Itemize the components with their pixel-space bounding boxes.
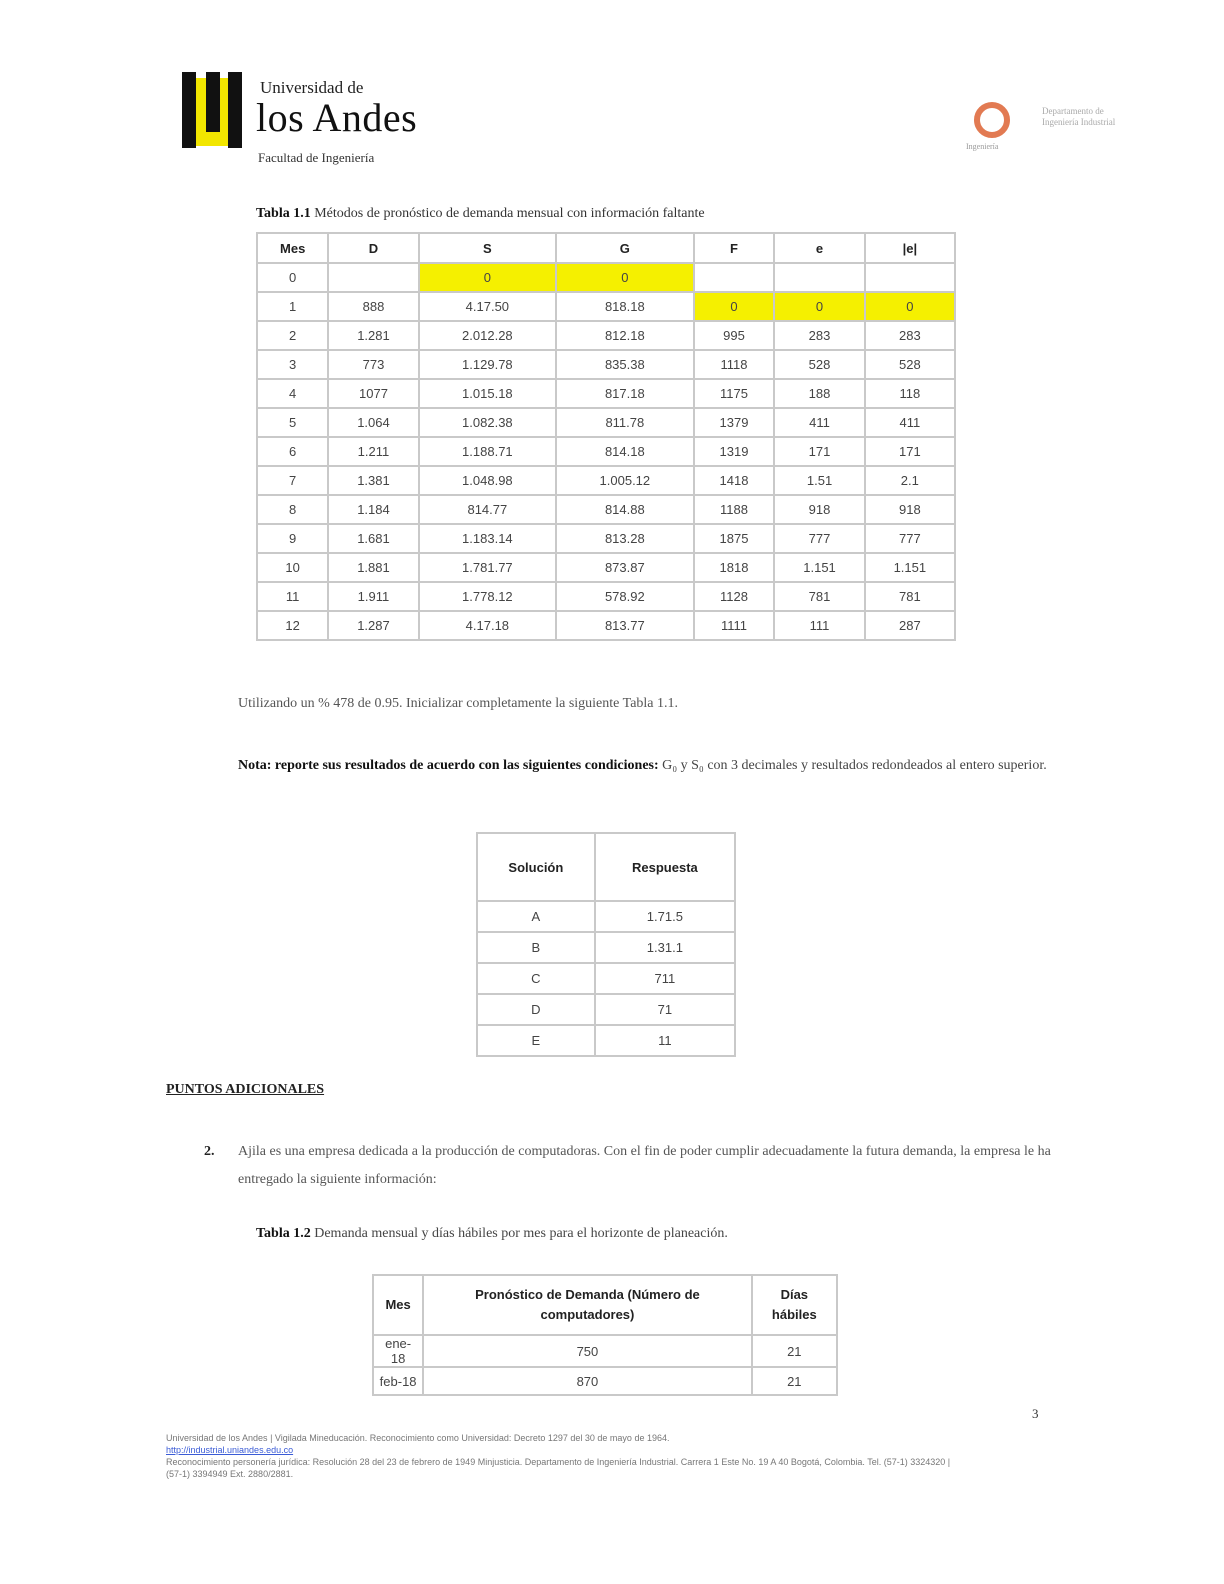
table1-caption bbox=[256, 206, 705, 222]
table-cell: C bbox=[477, 963, 595, 994]
table-row bbox=[477, 1025, 735, 1056]
table-cell: 111 bbox=[774, 611, 864, 640]
table-cell: feb-18 bbox=[373, 1367, 423, 1395]
table-cell: 0 bbox=[865, 292, 955, 321]
table-cell: 528 bbox=[865, 350, 955, 379]
department-mark-icon bbox=[974, 102, 1010, 138]
table-cell: A bbox=[477, 901, 595, 932]
table-cell: 171 bbox=[865, 437, 955, 466]
table-cell: 8 bbox=[257, 495, 328, 524]
column-header: G bbox=[556, 233, 693, 263]
table-cell: 10 bbox=[257, 553, 328, 582]
column-header: Mes bbox=[373, 1275, 423, 1335]
table-cell: 1818 bbox=[694, 553, 775, 582]
table-cell: 1319 bbox=[694, 437, 775, 466]
table-cell bbox=[694, 263, 775, 292]
table-cell: 21 bbox=[752, 1335, 837, 1367]
logo-line3: Facultad de Ingeniería bbox=[258, 150, 375, 165]
table-cell: 773 bbox=[328, 350, 418, 379]
table-row bbox=[257, 263, 955, 292]
column-header: S bbox=[419, 233, 556, 263]
section-title: PUNTOS ADICIONALES bbox=[166, 1082, 325, 1097]
table-cell: 873.87 bbox=[556, 553, 693, 582]
table-cell: 813.77 bbox=[556, 611, 693, 640]
table-cell: 1118 bbox=[694, 350, 775, 379]
table-cell: 811.78 bbox=[556, 408, 693, 437]
department-name: Departamento de Ingeniería Industrial bbox=[1042, 106, 1116, 127]
column-header: D bbox=[328, 233, 418, 263]
column-header: Solución bbox=[477, 833, 595, 901]
table-cell: 1.681 bbox=[328, 524, 418, 553]
table-cell: 171 bbox=[774, 437, 864, 466]
table-row bbox=[477, 994, 735, 1025]
department-logo bbox=[966, 98, 1126, 158]
table-cell: 2.1 bbox=[865, 466, 955, 495]
table-row bbox=[257, 350, 955, 379]
note-text: G₀ y S₀ con 3 decimales y resultados redondeados al entero superior. bbox=[662, 758, 1047, 773]
table-cell: 21 bbox=[752, 1367, 837, 1395]
table-cell: 283 bbox=[865, 321, 955, 350]
table-cell bbox=[865, 263, 955, 292]
column-header: Pronóstico de Demanda (Número de computadores) bbox=[423, 1275, 751, 1335]
table-cell: 11 bbox=[595, 1025, 735, 1056]
page-number: 3 bbox=[1032, 1406, 1039, 1421]
column-header: Días hábiles bbox=[752, 1275, 837, 1335]
table-cell: 1.781.77 bbox=[419, 553, 556, 582]
table-cell: 118 bbox=[865, 379, 955, 408]
table-cell: 1875 bbox=[694, 524, 775, 553]
column-header: Mes bbox=[257, 233, 328, 263]
table-cell: 1.71.5 bbox=[595, 901, 735, 932]
table-cell: 4 bbox=[257, 379, 328, 408]
table3-caption bbox=[256, 1226, 728, 1242]
table-cell: 781 bbox=[774, 582, 864, 611]
table-cell: 1188 bbox=[694, 495, 775, 524]
table-cell: 3 bbox=[257, 350, 328, 379]
table-cell: 777 bbox=[865, 524, 955, 553]
table-row bbox=[257, 611, 955, 640]
table-cell: 0 bbox=[556, 263, 693, 292]
table-cell: 814.88 bbox=[556, 495, 693, 524]
table3-caption-label: Tabla 1.2 bbox=[256, 1226, 311, 1241]
table-header-row bbox=[477, 833, 735, 901]
table-cell: 813.28 bbox=[556, 524, 693, 553]
demand-table bbox=[372, 1274, 838, 1396]
table-cell: 814.18 bbox=[556, 437, 693, 466]
table-cell bbox=[328, 263, 418, 292]
table-cell: 711 bbox=[595, 963, 735, 994]
table-cell: 1.015.18 bbox=[419, 379, 556, 408]
table-cell: 817.18 bbox=[556, 379, 693, 408]
table-cell bbox=[774, 263, 864, 292]
table-cell: 777 bbox=[774, 524, 864, 553]
instruction-paragraph: Utilizando un % 478 de 0.95. Inicializar completamente la siguiente Tabla 1.1. bbox=[238, 696, 679, 711]
table-cell: 1.151 bbox=[774, 553, 864, 582]
table-cell: 1.281 bbox=[328, 321, 418, 350]
table-cell: 818.18 bbox=[556, 292, 693, 321]
table-cell: 1.005.12 bbox=[556, 466, 693, 495]
table-cell: 1.064 bbox=[328, 408, 418, 437]
table-cell: 1175 bbox=[694, 379, 775, 408]
note-paragraph bbox=[238, 752, 1058, 779]
table-cell: E bbox=[477, 1025, 595, 1056]
table-cell: 283 bbox=[774, 321, 864, 350]
table-row bbox=[477, 901, 735, 932]
logo-line2: los Andes bbox=[256, 95, 418, 140]
table-cell: 528 bbox=[774, 350, 864, 379]
table-cell: 1.881 bbox=[328, 553, 418, 582]
table-cell: 411 bbox=[774, 408, 864, 437]
table-cell: 0 bbox=[257, 263, 328, 292]
table-cell: 1.211 bbox=[328, 437, 418, 466]
table-cell: 781 bbox=[865, 582, 955, 611]
table-cell: 918 bbox=[865, 495, 955, 524]
table-row bbox=[257, 466, 955, 495]
table-cell: 750 bbox=[423, 1335, 751, 1367]
table-cell: 1.151 bbox=[865, 553, 955, 582]
table-row bbox=[257, 495, 955, 524]
item-number: 2. bbox=[204, 1144, 215, 1159]
table-cell: 1.129.78 bbox=[419, 350, 556, 379]
column-header: Respuesta bbox=[595, 833, 735, 901]
column-header: e bbox=[774, 233, 864, 263]
forecast-table bbox=[256, 232, 956, 641]
table-row bbox=[257, 437, 955, 466]
column-header: |e| bbox=[865, 233, 955, 263]
table-row bbox=[257, 379, 955, 408]
table3-caption-text: Demanda mensual y días hábiles por mes para el horizonte de planeación. bbox=[314, 1226, 728, 1241]
table-cell: 0 bbox=[419, 263, 556, 292]
table-row bbox=[257, 292, 955, 321]
table-row bbox=[477, 932, 735, 963]
table-cell: 2.012.28 bbox=[419, 321, 556, 350]
table-cell: 1128 bbox=[694, 582, 775, 611]
table-cell: 1.183.14 bbox=[419, 524, 556, 553]
table-cell: 1.188.71 bbox=[419, 437, 556, 466]
table-cell: 578.92 bbox=[556, 582, 693, 611]
table-row bbox=[373, 1367, 837, 1395]
table-cell: 1.381 bbox=[328, 466, 418, 495]
item-text: Ajila es una empresa dedicada a la producción de computadoras. Con el fin de poder cumplir adecuadamente la futura demanda, la empresa le ha entregado la siguiente información: bbox=[238, 1144, 1051, 1187]
table-cell: 918 bbox=[774, 495, 864, 524]
table-cell: 0 bbox=[774, 292, 864, 321]
table-cell: 2 bbox=[257, 321, 328, 350]
footer-line1: Universidad de los Andes | Vigilada Mineducación. Reconocimiento como Universidad: Decreto 1297 del 30 de mayo de 1964. bbox=[166, 1433, 670, 1443]
table-cell: 12 bbox=[257, 611, 328, 640]
table-cell: 812.18 bbox=[556, 321, 693, 350]
table-cell: 7 bbox=[257, 466, 328, 495]
column-header: F bbox=[694, 233, 775, 263]
note-bold: Nota: reporte sus resultados de acuerdo con las siguientes condiciones: bbox=[238, 758, 659, 773]
table-cell: 188 bbox=[774, 379, 864, 408]
table-cell: 1379 bbox=[694, 408, 775, 437]
table-cell: B bbox=[477, 932, 595, 963]
table-row bbox=[257, 321, 955, 350]
table-cell: 1.287 bbox=[328, 611, 418, 640]
table-cell: 870 bbox=[423, 1367, 751, 1395]
table-cell: 5 bbox=[257, 408, 328, 437]
table-row bbox=[257, 408, 955, 437]
table-row bbox=[257, 524, 955, 553]
table-cell: 888 bbox=[328, 292, 418, 321]
table1-caption-label: Tabla 1.1 bbox=[256, 206, 311, 221]
table-cell: 1.778.12 bbox=[419, 582, 556, 611]
university-logo bbox=[182, 70, 442, 180]
table-header-row bbox=[373, 1275, 837, 1335]
table-row bbox=[257, 582, 955, 611]
table-cell: 814.77 bbox=[419, 495, 556, 524]
table-row bbox=[257, 553, 955, 582]
table-cell: 1.184 bbox=[328, 495, 418, 524]
table-header-row bbox=[257, 233, 955, 263]
table-cell: 1418 bbox=[694, 466, 775, 495]
table-cell: 1077 bbox=[328, 379, 418, 408]
table-cell: 1.082.38 bbox=[419, 408, 556, 437]
logo-mark-icon bbox=[182, 72, 246, 148]
table-cell: 1 bbox=[257, 292, 328, 321]
table-cell: 4.17.50 bbox=[419, 292, 556, 321]
table-row bbox=[373, 1335, 837, 1367]
footer-line2: Reconocimiento personería jurídica: Resolución 28 del 23 de febrero de 1949 Minjusticia. Departamento de Ingeniería Industrial. Carrera 1 Este No. 19 A 40 Bogotá, Colombia. Tel. (57-1) 3324320 | (57-1) 3394949 Ext. 2880/2881. bbox=[166, 1457, 951, 1479]
table-cell: 0 bbox=[694, 292, 775, 321]
table-cell: 995 bbox=[694, 321, 775, 350]
answers-table bbox=[476, 832, 736, 1057]
table-cell: 835.38 bbox=[556, 350, 693, 379]
page-footer bbox=[166, 1432, 966, 1480]
table1-caption-text: Métodos de pronóstico de demanda mensual con información faltante bbox=[314, 206, 705, 221]
table-cell: 1.048.98 bbox=[419, 466, 556, 495]
footer-link[interactable]: http://industrial.uniandes.edu.co bbox=[166, 1445, 294, 1455]
table-cell: D bbox=[477, 994, 595, 1025]
table-cell: 4.17.18 bbox=[419, 611, 556, 640]
table-cell: 287 bbox=[865, 611, 955, 640]
table-cell: 6 bbox=[257, 437, 328, 466]
department-mark-caption: Ingeniería bbox=[966, 142, 999, 151]
table-cell: 11 bbox=[257, 582, 328, 611]
table-cell: 9 bbox=[257, 524, 328, 553]
table-cell: ene-18 bbox=[373, 1335, 423, 1367]
table-cell: 411 bbox=[865, 408, 955, 437]
table-cell: 71 bbox=[595, 994, 735, 1025]
table-cell: 1.31.1 bbox=[595, 932, 735, 963]
table-cell: 1111 bbox=[694, 611, 775, 640]
logo-line1: Universidad de bbox=[260, 78, 364, 97]
table-cell: 1.51 bbox=[774, 466, 864, 495]
table-row bbox=[477, 963, 735, 994]
table-cell: 1.911 bbox=[328, 582, 418, 611]
